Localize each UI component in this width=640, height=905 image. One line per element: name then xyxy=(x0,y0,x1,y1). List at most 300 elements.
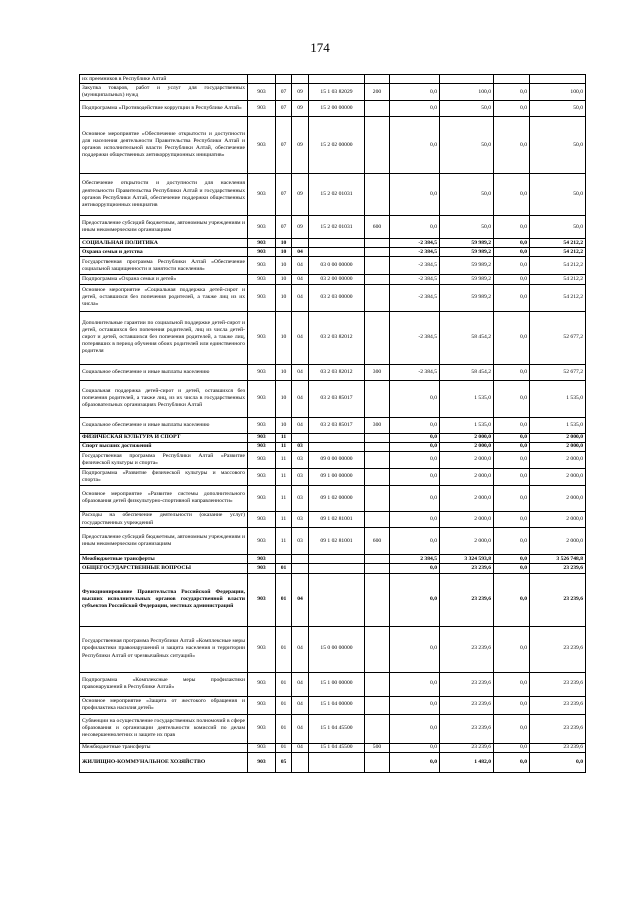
table-row xyxy=(80,555,586,564)
approved-value: 23 239,6 xyxy=(440,573,494,626)
correction-value: 0,0 xyxy=(494,257,530,275)
table-row xyxy=(80,364,586,380)
table-row xyxy=(80,380,586,417)
total-value: 54 212,2 xyxy=(530,239,586,248)
approved-value: 23 239,6 xyxy=(440,714,494,743)
total-value: 23 239,6 xyxy=(530,564,586,573)
correction-value: 0,0 xyxy=(494,433,530,442)
approved-value: 50,0 xyxy=(440,117,494,174)
table-row xyxy=(80,468,586,485)
subsection-code xyxy=(292,75,309,84)
ministry-code: 903 xyxy=(248,442,276,451)
approved-value: 50,0 xyxy=(440,216,494,239)
ministry-code: 903 xyxy=(248,485,276,511)
total-value: 54 212,2 xyxy=(530,284,586,311)
table-row xyxy=(80,743,586,752)
table-row xyxy=(80,248,586,257)
section-code: 11 xyxy=(276,433,292,442)
ministry-code: 903 xyxy=(248,284,276,311)
ministry-code: 903 xyxy=(248,311,276,364)
ministry-code: 903 xyxy=(248,714,276,743)
row-name: Социальное обеспечение и иные выплаты населению xyxy=(80,417,248,433)
section-code: 07 xyxy=(276,117,292,174)
row-name: Предоставление субсидий бюджетным, автономным учреждениям и иным некоммерческим организациям xyxy=(80,528,248,555)
amendment-value: 0,0 xyxy=(390,714,440,743)
ministry-code: 903 xyxy=(248,451,276,468)
section-code: 11 xyxy=(276,442,292,451)
target-article-code: 15 1 03 82029 xyxy=(309,84,365,101)
approved-value: 1 482,0 xyxy=(440,752,494,772)
amendment-value: 0,0 xyxy=(390,564,440,573)
amendment-value: 0,0 xyxy=(390,485,440,511)
row-name: Подпрограмма «Охрана семьи и детей» xyxy=(80,275,248,284)
approved-value: 100,0 xyxy=(440,84,494,101)
approved-value: 50,0 xyxy=(440,174,494,216)
total-value: 23 239,6 xyxy=(530,672,586,696)
approved-value: 59 989,2 xyxy=(440,257,494,275)
row-name: Государственная программа Республики Алтай «Комплексные меры профилактики правонарушений и защита населения и территории Республики Алтай от чрезвычайных ситуаций» xyxy=(80,626,248,672)
approved-value: 59 989,2 xyxy=(440,284,494,311)
amendment-value: 0,0 xyxy=(390,451,440,468)
page-number: 174 xyxy=(310,40,330,55)
target-article-code: 15 1 04 45500 xyxy=(309,714,365,743)
expense-type-code xyxy=(365,451,390,468)
expense-type-code xyxy=(365,380,390,417)
row-name: Основное мероприятие «Обеспечение открытости и доступности для населения деятельности Правительства Республики Алтай и органов исполнительной власти Республики Алтай, обеспечение поддержки общественных антикоррупционных инициатив» xyxy=(80,117,248,174)
table-row xyxy=(80,257,586,275)
amendment-value: 0,0 xyxy=(390,442,440,451)
subsection-code xyxy=(292,239,309,248)
approved-value: 2 000,0 xyxy=(440,451,494,468)
ministry-code: 903 xyxy=(248,626,276,672)
total-value: 2 000,0 xyxy=(530,468,586,485)
target-article-code: 03 0 00 00000 xyxy=(309,257,365,275)
expense-type-code xyxy=(365,239,390,248)
target-article-code: 15 1 04 45500 xyxy=(309,743,365,752)
correction-value: 0,0 xyxy=(494,248,530,257)
amendment-value: -2 384,5 xyxy=(390,284,440,311)
row-name: Подпрограмма «Развитие физической культуры и массового спорта» xyxy=(80,468,248,485)
row-name: Государственная программа Республики Алтай «Развитие физической культуры и спорта» xyxy=(80,451,248,468)
section-code: 01 xyxy=(276,573,292,626)
approved-value: 2 000,0 xyxy=(440,433,494,442)
subsection-code: 04 xyxy=(292,284,309,311)
row-name: Охрана семьи и детства xyxy=(80,248,248,257)
target-article-code: 09 1 02 81001 xyxy=(309,511,365,527)
total-value: 2 000,0 xyxy=(530,451,586,468)
expense-type-code: 500 xyxy=(365,743,390,752)
section-code: 05 xyxy=(276,752,292,772)
correction-value: 0,0 xyxy=(494,216,530,239)
table-row xyxy=(80,451,586,468)
correction-value: 0,0 xyxy=(494,364,530,380)
expense-type-code xyxy=(365,248,390,257)
subsection-code: 04 xyxy=(292,696,309,714)
table-row xyxy=(80,417,586,433)
target-article-code: 15 0 00 00000 xyxy=(309,626,365,672)
ministry-code: 903 xyxy=(248,417,276,433)
table-row xyxy=(80,101,586,117)
section-code: 10 xyxy=(276,364,292,380)
expense-type-code xyxy=(365,626,390,672)
correction-value: 0,0 xyxy=(494,573,530,626)
approved-value: 23 239,6 xyxy=(440,564,494,573)
ministry-code: 903 xyxy=(248,743,276,752)
ministry-code: 903 xyxy=(248,239,276,248)
row-name: Расходы на обеспечение деятельности (оказание услуг) государственных учреждений xyxy=(80,511,248,527)
table-row xyxy=(80,216,586,239)
table-body xyxy=(80,75,586,773)
target-article-code xyxy=(309,555,365,564)
expense-type-code xyxy=(365,555,390,564)
amendment-value: 0,0 xyxy=(390,117,440,174)
table-row xyxy=(80,672,586,696)
amendment-value: 0,0 xyxy=(390,174,440,216)
table-row xyxy=(80,442,586,451)
section-code: 07 xyxy=(276,101,292,117)
target-article-code: 03 2 03 82012 xyxy=(309,364,365,380)
target-article-code: 15 2 02 00000 xyxy=(309,117,365,174)
ministry-code: 903 xyxy=(248,696,276,714)
amendment-value: 0,0 xyxy=(390,468,440,485)
row-name: Спорт высших достижений xyxy=(80,442,248,451)
expense-type-code xyxy=(365,101,390,117)
approved-value: 2 000,0 xyxy=(440,442,494,451)
ministry-code: 903 xyxy=(248,257,276,275)
subsection-code: 03 xyxy=(292,468,309,485)
target-article-code: 15 2 02 01031 xyxy=(309,216,365,239)
subsection-code: 03 xyxy=(292,442,309,451)
row-name: их преемников в Республике Алтай xyxy=(80,75,248,84)
section-code: 01 xyxy=(276,672,292,696)
target-article-code: 09 1 02 81001 xyxy=(309,528,365,555)
approved-value: 23 239,6 xyxy=(440,696,494,714)
section-code xyxy=(276,555,292,564)
table-row xyxy=(80,174,586,216)
total-value: 2 000,0 xyxy=(530,511,586,527)
row-name: Функционирование Правительства Российской Федерации, высших исполнительных органов государственной власти субъектов Российской Федерации, местных администраций xyxy=(80,573,248,626)
expense-type-code xyxy=(365,511,390,527)
approved-value: 23 239,6 xyxy=(440,672,494,696)
row-name: Субвенции на осуществление государственных полномочий в сфере образования и организации деятельности комиссий по делам несовершеннолетних и защите их прав xyxy=(80,714,248,743)
target-article-code: 15 2 00 00000 xyxy=(309,101,365,117)
ministry-code: 903 xyxy=(248,84,276,101)
correction-value: 0,0 xyxy=(494,672,530,696)
total-value: 2 000,0 xyxy=(530,485,586,511)
section-code xyxy=(276,75,292,84)
approved-value: 3 324 593,8 xyxy=(440,555,494,564)
subsection-code xyxy=(292,564,309,573)
total-value: 54 212,2 xyxy=(530,275,586,284)
row-name: Закупка товаров, работ и услуг для государственных (муниципальных) нужд xyxy=(80,84,248,101)
target-article-code: 03 2 03 85017 xyxy=(309,417,365,433)
ministry-code: 903 xyxy=(248,752,276,772)
row-name: Подпрограмма «Комплексные меры профилактики правонарушений в Республике Алтай» xyxy=(80,672,248,696)
correction-value: 0,0 xyxy=(494,696,530,714)
subsection-code xyxy=(292,555,309,564)
target-article-code xyxy=(309,752,365,772)
approved-value xyxy=(440,75,494,84)
amendment-value: 0,0 xyxy=(390,528,440,555)
amendment-value: 0,0 xyxy=(390,511,440,527)
section-code: 10 xyxy=(276,284,292,311)
section-code: 11 xyxy=(276,468,292,485)
approved-value: 58 454,2 xyxy=(440,364,494,380)
approved-value: 59 989,2 xyxy=(440,239,494,248)
subsection-code: 04 xyxy=(292,248,309,257)
subsection-code: 04 xyxy=(292,380,309,417)
approved-value: 59 989,2 xyxy=(440,248,494,257)
approved-value: 2 000,0 xyxy=(440,468,494,485)
total-value: 23 239,6 xyxy=(530,626,586,672)
approved-value: 50,0 xyxy=(440,101,494,117)
total-value: 23 239,6 xyxy=(530,714,586,743)
correction-value: 0,0 xyxy=(494,417,530,433)
table-row xyxy=(80,284,586,311)
expense-type-code xyxy=(365,275,390,284)
subsection-code: 04 xyxy=(292,311,309,364)
row-name: СОЦИАЛЬНАЯ ПОЛИТИКА xyxy=(80,239,248,248)
ministry-code: 903 xyxy=(248,174,276,216)
ministry-code: 903 xyxy=(248,380,276,417)
expense-type-code xyxy=(365,573,390,626)
amendment-value: 0,0 xyxy=(390,84,440,101)
section-code: 01 xyxy=(276,714,292,743)
amendment-value: 2 384,5 xyxy=(390,555,440,564)
table-row xyxy=(80,696,586,714)
expense-type-code xyxy=(365,564,390,573)
correction-value: 0,0 xyxy=(494,239,530,248)
expense-type-code: 300 xyxy=(365,417,390,433)
expense-type-code xyxy=(365,442,390,451)
section-code: 10 xyxy=(276,311,292,364)
correction-value: 0,0 xyxy=(494,284,530,311)
target-article-code xyxy=(309,442,365,451)
subsection-code xyxy=(292,433,309,442)
correction-value: 0,0 xyxy=(494,564,530,573)
amendment-value: -2 384,5 xyxy=(390,275,440,284)
amendment-value: 0,0 xyxy=(390,417,440,433)
target-article-code: 03 2 00 00000 xyxy=(309,275,365,284)
ministry-code: 903 xyxy=(248,468,276,485)
subsection-code: 03 xyxy=(292,511,309,527)
correction-value: 0,0 xyxy=(494,101,530,117)
ministry-code: 903 xyxy=(248,555,276,564)
target-article-code: 09 1 00 00000 xyxy=(309,468,365,485)
subsection-code: 03 xyxy=(292,451,309,468)
ministry-code: 903 xyxy=(248,275,276,284)
expense-type-code: 200 xyxy=(365,84,390,101)
amendment-value: 0,0 xyxy=(390,752,440,772)
row-name: Государственная программа Республики Алтай «Обеспечение социальной защищенности и занятости населения» xyxy=(80,257,248,275)
correction-value: 0,0 xyxy=(494,442,530,451)
amendment-value: -2 384,5 xyxy=(390,311,440,364)
approved-value: 2 000,0 xyxy=(440,528,494,555)
target-article-code: 15 1 00 00000 xyxy=(309,672,365,696)
total-value: 23 239,6 xyxy=(530,573,586,626)
target-article-code: 09 0 00 00000 xyxy=(309,451,365,468)
subsection-code: 04 xyxy=(292,257,309,275)
target-article-code: 15 2 02 01031 xyxy=(309,174,365,216)
total-value: 54 212,2 xyxy=(530,257,586,275)
row-name: Социальное обеспечение и иные выплаты населению xyxy=(80,364,248,380)
table-row xyxy=(80,573,586,626)
expense-type-code xyxy=(365,714,390,743)
total-value: 2 000,0 xyxy=(530,528,586,555)
approved-value: 23 239,6 xyxy=(440,626,494,672)
total-value: 23 239,6 xyxy=(530,696,586,714)
correction-value: 0,0 xyxy=(494,275,530,284)
approved-value: 2 000,0 xyxy=(440,485,494,511)
target-article-code: 03 2 03 82012 xyxy=(309,311,365,364)
correction-value: 0,0 xyxy=(494,743,530,752)
total-value: 2 000,0 xyxy=(530,442,586,451)
amendment-value: 0,0 xyxy=(390,101,440,117)
approved-value: 2 000,0 xyxy=(440,511,494,527)
amendment-value: 0,0 xyxy=(390,216,440,239)
ministry-code: 903 xyxy=(248,117,276,174)
total-value: 50,0 xyxy=(530,174,586,216)
row-name: Основное мероприятие «Развитие системы дополнительного образования детей физкультурно-спортивной направленности» xyxy=(80,485,248,511)
table-row xyxy=(80,511,586,527)
total-value: 1 535,0 xyxy=(530,380,586,417)
ministry-code: 903 xyxy=(248,528,276,555)
table-row xyxy=(80,275,586,284)
total-value: 50,0 xyxy=(530,101,586,117)
approved-value: 23 239,6 xyxy=(440,743,494,752)
row-name: Дополнительные гарантии по социальной поддержке детей-сирот и детей, оставшихся без попечения родителей, лиц из числа детей-сирот и детей, оставшихся без попечения родителей, а также лиц, потерявших в период обучения обоих родителей или единственного родителя xyxy=(80,311,248,364)
ministry-code: 903 xyxy=(248,573,276,626)
row-name: Социальная поддержка детей-сирот и детей, оставшихся без попечения родителей, а также лиц, из их числа в государственных образовательных организациях Республики Алтай xyxy=(80,380,248,417)
subsection-code: 09 xyxy=(292,101,309,117)
expense-type-code xyxy=(365,752,390,772)
correction-value xyxy=(494,75,530,84)
section-code: 01 xyxy=(276,743,292,752)
ministry-code: 903 xyxy=(248,248,276,257)
subsection-code: 04 xyxy=(292,672,309,696)
section-code: 10 xyxy=(276,380,292,417)
ministry-code: 903 xyxy=(248,564,276,573)
correction-value: 0,0 xyxy=(494,380,530,417)
expense-type-code xyxy=(365,75,390,84)
approved-value: 58 454,2 xyxy=(440,311,494,364)
table-row xyxy=(80,752,586,772)
subsection-code: 09 xyxy=(292,84,309,101)
section-code: 10 xyxy=(276,417,292,433)
total-value: 2 000,0 xyxy=(530,433,586,442)
section-code: 11 xyxy=(276,528,292,555)
section-code: 10 xyxy=(276,257,292,275)
subsection-code: 03 xyxy=(292,485,309,511)
section-code: 01 xyxy=(276,564,292,573)
expense-type-code xyxy=(365,311,390,364)
expense-type-code xyxy=(365,672,390,696)
expense-type-code xyxy=(365,485,390,511)
target-article-code: 09 1 02 00000 xyxy=(309,485,365,511)
target-article-code xyxy=(309,433,365,442)
row-name: Обеспечение открытости и доступности для населения деятельности Правительства Республики Алтай и государственных органов Республики Алтай, обеспечение поддержки общественных антикоррупционных инициатив xyxy=(80,174,248,216)
target-article-code xyxy=(309,75,365,84)
table-row xyxy=(80,528,586,555)
target-article-code xyxy=(309,248,365,257)
subsection-code: 03 xyxy=(292,528,309,555)
subsection-code: 04 xyxy=(292,626,309,672)
expense-type-code xyxy=(365,117,390,174)
expense-type-code: 600 xyxy=(365,216,390,239)
subsection-code: 09 xyxy=(292,174,309,216)
total-value: 52 677,2 xyxy=(530,364,586,380)
total-value xyxy=(530,75,586,84)
table-row xyxy=(80,75,586,84)
expense-type-code xyxy=(365,257,390,275)
amendment-value xyxy=(390,75,440,84)
ministry-code: 903 xyxy=(248,433,276,442)
amendment-value: -2 384,5 xyxy=(390,364,440,380)
correction-value: 0,0 xyxy=(494,511,530,527)
total-value: 23 239,6 xyxy=(530,743,586,752)
correction-value: 0,0 xyxy=(494,311,530,364)
amendment-value: 0,0 xyxy=(390,743,440,752)
amendment-value: 0,0 xyxy=(390,380,440,417)
section-code: 07 xyxy=(276,174,292,216)
correction-value: 0,0 xyxy=(494,451,530,468)
row-name: Подпрограмма «Противодействие коррупции в Республике Алтай» xyxy=(80,101,248,117)
section-code: 07 xyxy=(276,84,292,101)
target-article-code xyxy=(309,573,365,626)
target-article-code: 15 1 04 00000 xyxy=(309,696,365,714)
amendment-value: 0,0 xyxy=(390,433,440,442)
table-row xyxy=(80,117,586,174)
section-code: 01 xyxy=(276,626,292,672)
subsection-code: 04 xyxy=(292,364,309,380)
total-value: 52 677,2 xyxy=(530,311,586,364)
subsection-code: 04 xyxy=(292,417,309,433)
approved-value: 59 989,2 xyxy=(440,275,494,284)
table-row xyxy=(80,311,586,364)
correction-value: 0,0 xyxy=(494,555,530,564)
ministry-code: 903 xyxy=(248,101,276,117)
subsection-code: 09 xyxy=(292,117,309,174)
amendment-value: 0,0 xyxy=(390,573,440,626)
target-article-code xyxy=(309,564,365,573)
total-value: 0,0 xyxy=(530,752,586,772)
total-value: 100,0 xyxy=(530,84,586,101)
correction-value: 0,0 xyxy=(494,752,530,772)
approved-value: 1 535,0 xyxy=(440,380,494,417)
amendment-value: 0,0 xyxy=(390,696,440,714)
expense-type-code: 600 xyxy=(365,528,390,555)
section-code: 01 xyxy=(276,696,292,714)
amendment-value: 0,0 xyxy=(390,626,440,672)
total-value: 3 526 748,8 xyxy=(530,555,586,564)
amendment-value: 0,0 xyxy=(390,672,440,696)
correction-value: 0,0 xyxy=(494,468,530,485)
row-name: Основное мероприятие «Социальная поддержка детей-сирот и детей, оставшихся без попечения родителей, а также лиц из их числа» xyxy=(80,284,248,311)
subsection-code: 04 xyxy=(292,743,309,752)
table-row xyxy=(80,626,586,672)
section-code: 10 xyxy=(276,239,292,248)
section-code: 10 xyxy=(276,275,292,284)
target-article-code: 03 2 03 00000 xyxy=(309,284,365,311)
expense-type-code: 300 xyxy=(365,364,390,380)
correction-value: 0,0 xyxy=(494,174,530,216)
subsection-code: 09 xyxy=(292,216,309,239)
section-code: 11 xyxy=(276,511,292,527)
total-value: 50,0 xyxy=(530,216,586,239)
ministry-code: 903 xyxy=(248,672,276,696)
target-article-code: 03 2 03 85017 xyxy=(309,380,365,417)
budget-table xyxy=(79,74,586,773)
